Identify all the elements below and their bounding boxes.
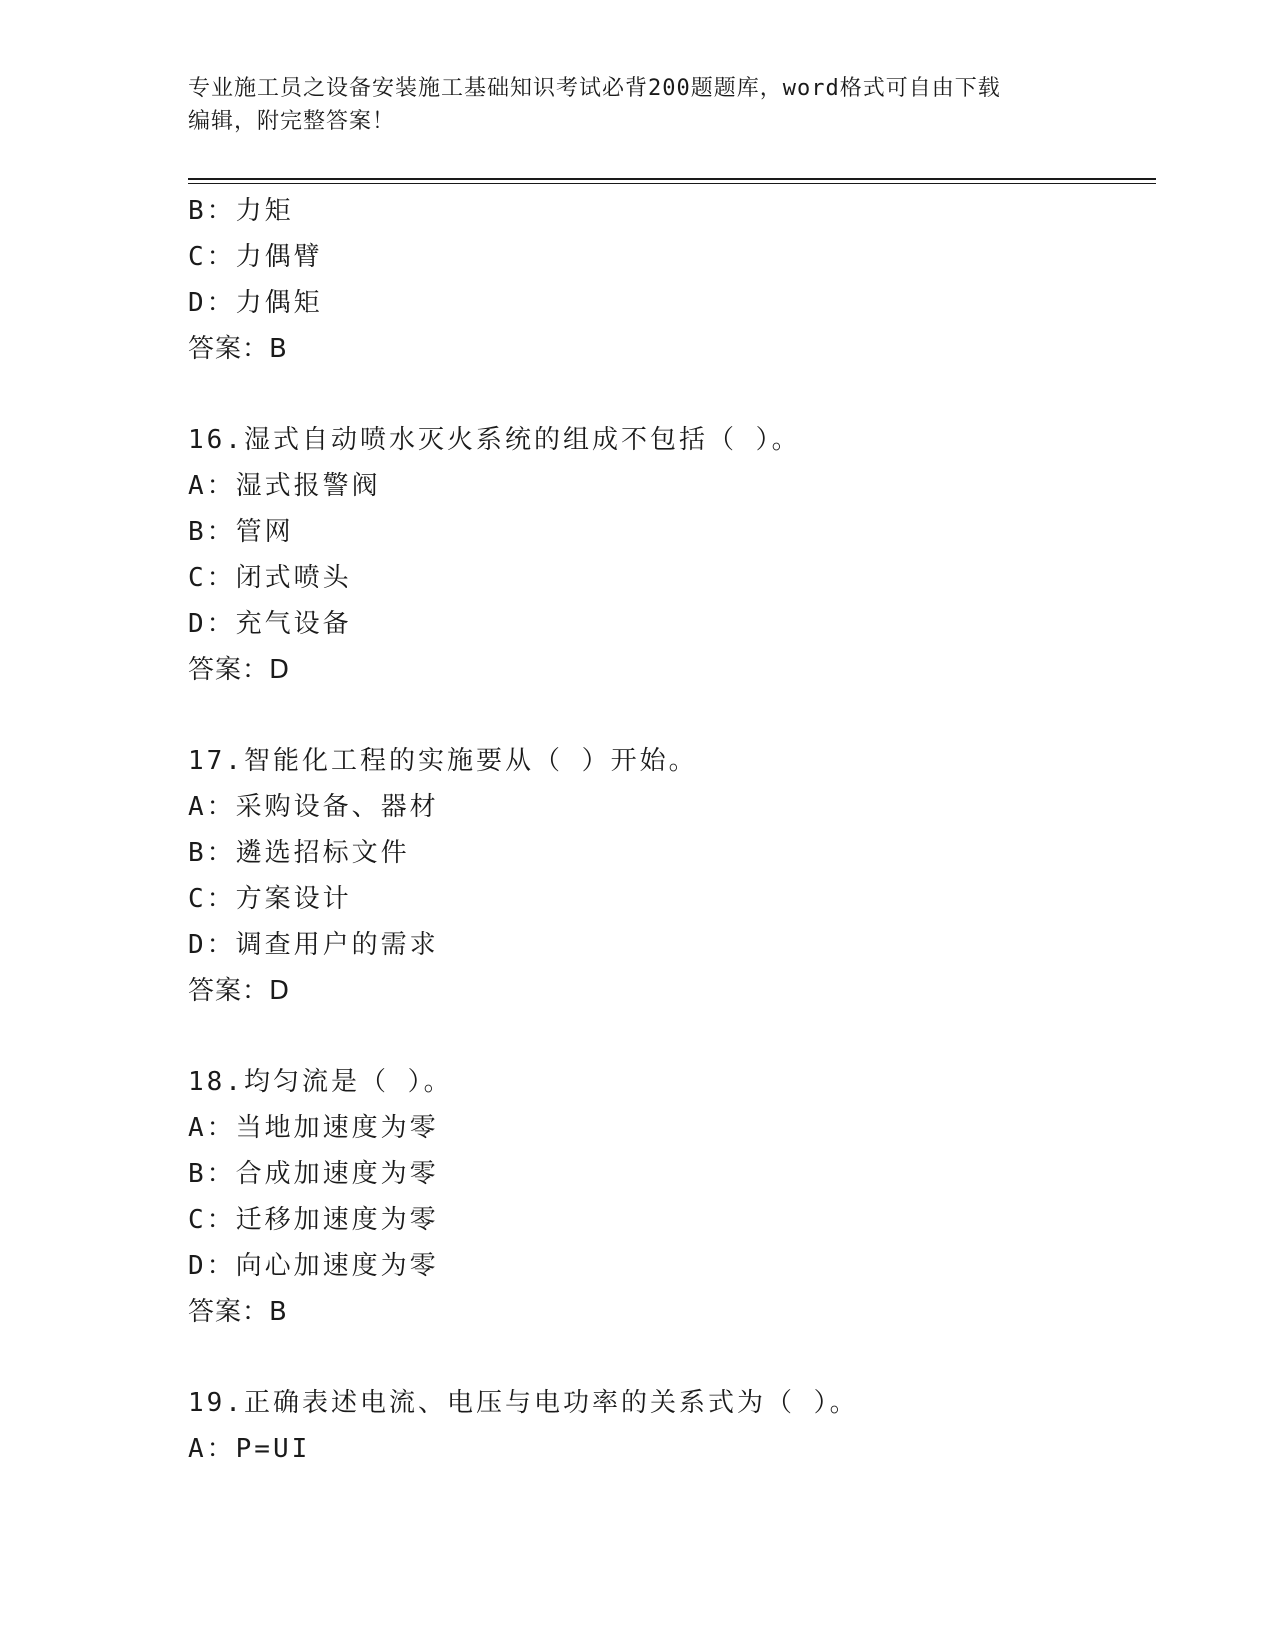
question-block-16 [188,417,1156,693]
option-b: B：管网 [188,517,294,547]
option-c: C：方案设计 [188,884,352,914]
question-stem: 17.智能化工程的实施要从（ ）开始。 [188,746,698,776]
option-c: C：闭式喷头 [188,563,352,593]
option-c: C：力偶臂 [188,242,323,272]
answer-line: 答案：B [188,334,288,364]
answer-line: 答案：B [188,1297,288,1327]
document-header [188,72,1068,138]
spacer [188,372,1156,417]
option-a: A：P=UI [188,1434,311,1464]
question-list [188,188,1156,1472]
option-a: A：湿式报警阀 [188,471,381,501]
spacer [188,1335,1156,1380]
option-b: B：力矩 [188,196,294,226]
header-divider-thin [188,183,1156,184]
answer-line: 答案：D [188,655,291,685]
option-c: C：迁移加速度为零 [188,1205,439,1235]
option-b: B：遴选招标文件 [188,838,410,868]
option-b: B：合成加速度为零 [188,1159,439,1189]
answer-line: 答案：D [188,976,291,1006]
header-line-1: 专业施工员之设备安装施工基础知识考试必背200题题库，word格式可自由下载 [188,76,1001,101]
question-block-17 [188,738,1156,1014]
spacer [188,693,1156,738]
question-stem: 16.湿式自动喷水灭火系统的组成不包括（ ）。 [188,425,801,455]
option-d: D：向心加速度为零 [188,1251,439,1281]
option-d: D：力偶矩 [188,288,323,318]
question-block-19 [188,1380,1156,1472]
option-a: A：采购设备、器材 [188,792,439,822]
header-divider-thick [188,178,1156,180]
question-block-partial [188,188,1156,372]
spacer [188,1014,1156,1059]
header-line-2: 编辑，附完整答案！ [188,109,396,134]
option-a: A：当地加速度为零 [188,1113,439,1143]
option-d: D：充气设备 [188,609,352,639]
question-stem: 18.均匀流是（ ）。 [188,1067,453,1097]
question-stem: 19.正确表述电流、电压与电功率的关系式为（ ）。 [188,1388,859,1418]
option-d: D：调查用户的需求 [188,930,439,960]
question-block-18 [188,1059,1156,1335]
